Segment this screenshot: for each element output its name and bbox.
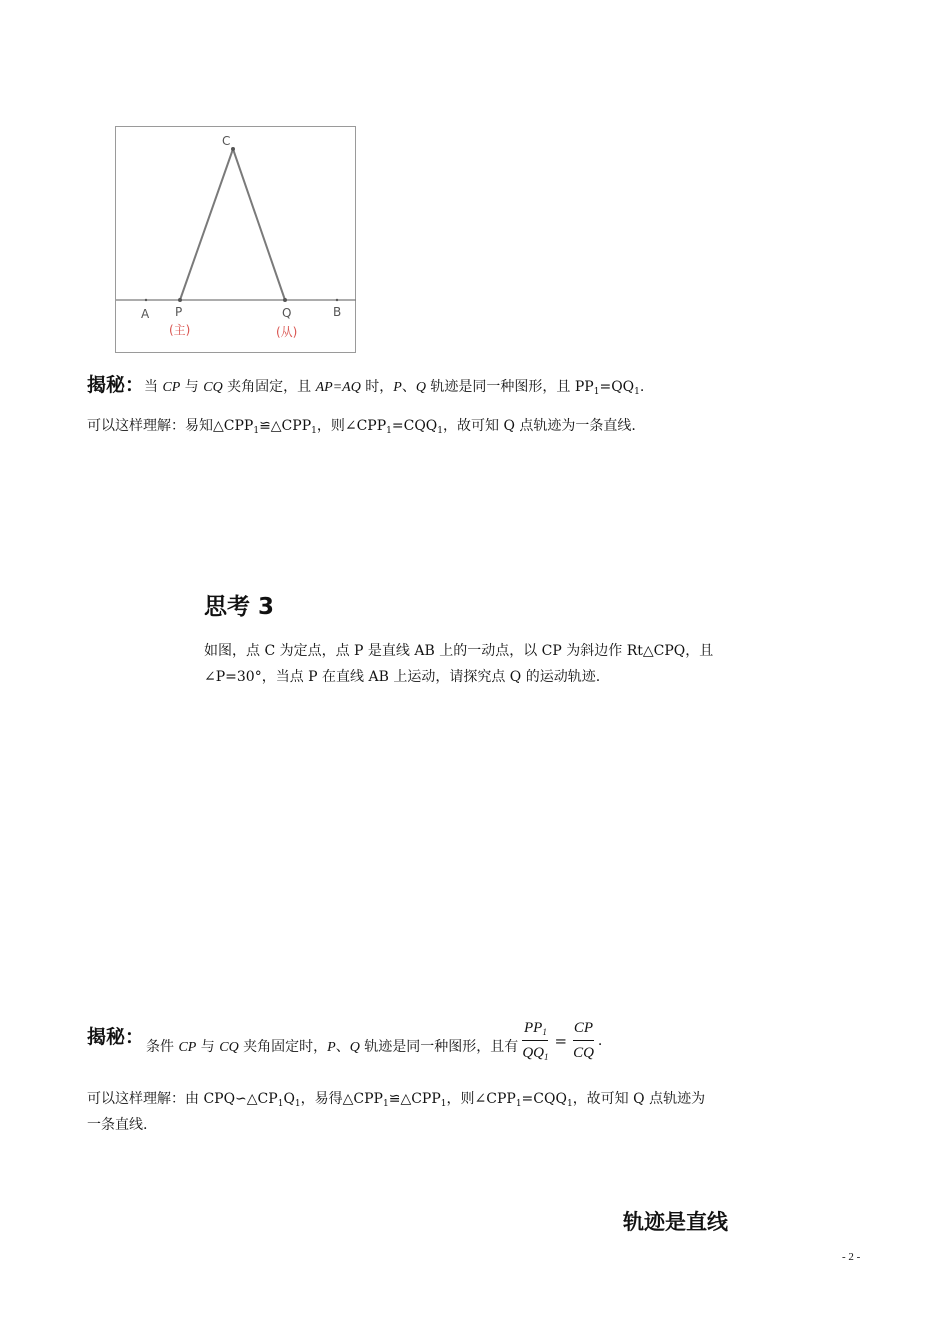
segment-pc [180, 149, 233, 300]
label-a: A [141, 307, 150, 321]
reveal-label: 揭秘： [87, 1026, 145, 1048]
thinking-line-1: 如图，点 C 为定点，点 P 是直线 AB 上的一动点，以 CP 为斜边作 Rt△CPQ，且 [204, 643, 714, 659]
reveal-label: 揭秘： [87, 374, 145, 396]
reveal-2-explanation: 可以这样理解：由 $CPQ∽\triangle CP_1Q_1$，易得$\triangle CPP_1≌\triangle CPP_1$，则$\angle CPP_1=CQQ_1$，故可知 Q 点轨迹为 [87, 1091, 706, 1109]
point-b-dot [336, 299, 338, 301]
reveal-1-explanation: 可以这样理解：易知$\triangle CPP_1≌\triangle CPP_1$，则$\angle CPP_1=CQQ_1$，故可知 Q 点轨迹为一条直线. [87, 418, 636, 436]
point-a-dot [145, 299, 147, 301]
label-p: P [175, 305, 183, 319]
thinking-line-2: ∠P=30°，当点 P 在直线 AB 上运动，请探究点 Q 的运动轨迹. [204, 669, 601, 685]
tag-slave: (从) [276, 325, 298, 339]
page-number: - 2 - [842, 1251, 861, 1263]
tag-master: (主) [169, 323, 191, 337]
fraction-cp-cq: $\frac{CP}{CQ}$ [573, 1016, 594, 1065]
point-c-dot [231, 147, 235, 151]
reveal-2-text: 条件 CP 与 CQ 夹角固定时，P、Q 轨迹是同一种图形，且有 [146, 1039, 519, 1055]
reveal-1 [87, 370, 644, 401]
reveal-2: 揭秘： 条件 CP 与 CQ 夹角固定时，P、Q 轨迹是同一种图形，且有 $\frac{PP_1}{QQ_1}$ = $\frac{CP}{CQ}$ . [87, 1016, 602, 1065]
label-q: Q [282, 306, 292, 320]
fraction-pp-qq: $\frac{PP_1}{QQ_1}$ [522, 1016, 548, 1065]
label-c: C [222, 134, 231, 148]
label-b: B [333, 305, 342, 319]
point-p-dot [178, 298, 182, 302]
segment-cq [233, 149, 285, 300]
reveal-text: 当 CP 与 CQ 夹角固定，且 AP=AQ 时，P、Q 轨迹是同一种图形，且 $PP_1=QQ_1$. [144, 379, 645, 397]
equals-sign: = [554, 1031, 568, 1050]
thinking-title: 思考 3 [204, 594, 275, 620]
point-q-dot [283, 298, 287, 302]
geometry-figure [115, 126, 356, 353]
footer-title: 轨迹是直线 [623, 1210, 728, 1234]
reveal-2-explanation-cont: 一条直线. [87, 1117, 148, 1133]
figure-svg [0, 0, 950, 400]
